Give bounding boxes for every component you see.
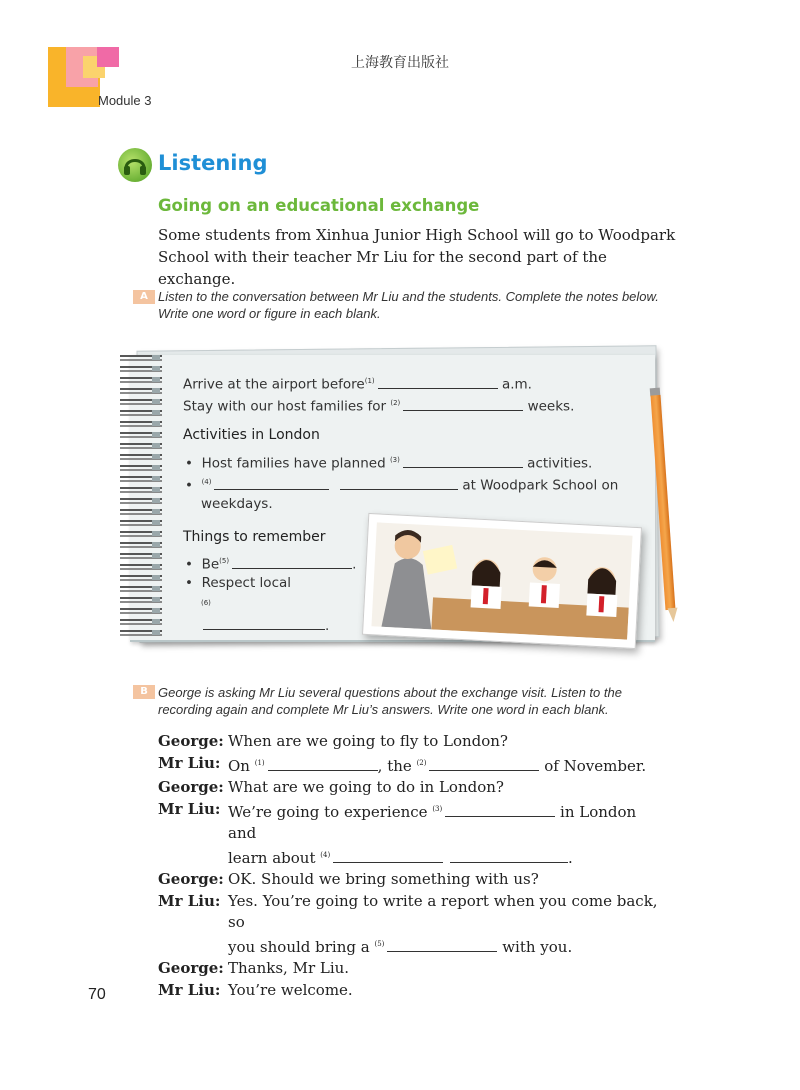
dialogue-row: George: OK. Should we bring something with us?	[158, 869, 668, 891]
dialogue-row: George: What are we going to do in London?	[158, 777, 668, 799]
speaker-mr-liu: Mr Liu:	[158, 980, 221, 999]
dialogue-blank-5[interactable]	[387, 939, 497, 952]
blank-4a[interactable]	[214, 477, 329, 490]
dialogue-blank-2[interactable]	[429, 758, 539, 771]
dialogue-row: Mr Liu: On $^{(1)}$ , the $^{(2)}$ of November.	[158, 753, 668, 778]
activities-heading: Activities in London	[183, 427, 320, 443]
speaker-mr-liu: Mr Liu:	[158, 799, 221, 818]
part-b-label: B	[133, 685, 155, 699]
section-subtitle: Going on an educational exchange	[158, 196, 480, 215]
speaker-george: George:	[158, 778, 224, 796]
remember-item-1: • Be$^{(5)}$ .	[185, 556, 357, 573]
dialogue-blank-4a[interactable]	[333, 850, 443, 863]
pencil-tip	[668, 608, 679, 623]
module-label: Module 3	[98, 93, 152, 108]
blank-4b[interactable]	[340, 477, 458, 490]
blank-1[interactable]	[378, 376, 498, 389]
dialogue-blank-3[interactable]	[445, 804, 555, 817]
blank-6[interactable]	[203, 617, 325, 630]
headphones-icon	[118, 148, 152, 182]
dialogue-blank-4b[interactable]	[450, 850, 568, 863]
dialogue-row: George: Thanks, Mr Liu.	[158, 958, 668, 980]
part-a-instruction: Listen to the conversation between Mr Liu and the students. Complete the notes below. Write one word or figure in each blank.	[158, 289, 659, 321]
dialogue-row: George: When are we going to fly to London?	[158, 731, 668, 753]
remember-item-2-cont: $^{(6)}$ .	[201, 599, 330, 634]
dialogue-row: Mr Liu: Yes. You’re going to write a report when you come back, so you should bring a $^{(5)}$ with you.	[158, 891, 668, 959]
activity-item-2: • $^{(4)}$ at Woodpark School on	[185, 477, 619, 494]
notebook-holes	[152, 355, 160, 640]
dialogue-blank-1[interactable]	[268, 758, 378, 771]
blank-5[interactable]	[232, 556, 352, 569]
blank-2[interactable]	[403, 398, 523, 411]
dialogue	[158, 731, 668, 1001]
publisher-name: 上海教育出版社	[351, 55, 449, 71]
remember-item-2: • Respect local	[185, 575, 292, 591]
activity-item-2-cont: weekdays.	[201, 496, 273, 512]
activity-item-1: • Host families have planned $^{(3)}$ activities.	[185, 455, 593, 472]
classroom-illustration	[362, 513, 642, 649]
dialogue-row: Mr Liu: We’re going to experience $^{(3)}$ in London and learn about $^{(4)}$ .	[158, 799, 668, 870]
speaker-george: George:	[158, 732, 224, 750]
speaker-george: George:	[158, 870, 224, 888]
page-number: 70	[88, 986, 106, 1003]
intro-text: Some students from Xinhua Junior High School will go to Woodpark School with their teacher Mr Liu for the second part of the exchange.	[158, 226, 676, 288]
part-b-instruction: George is asking Mr Liu several questions about the exchange visit. Listen to the recording again and complete Mr Liu’s answers. Write one word in each blank.	[158, 685, 622, 717]
section-title: Listening	[158, 151, 268, 175]
speaker-george: George:	[158, 959, 224, 977]
remember-heading: Things to remember	[183, 529, 326, 545]
blank-3[interactable]	[403, 455, 523, 468]
dialogue-row: Mr Liu: You’re welcome.	[158, 980, 668, 1002]
speaker-mr-liu: Mr Liu:	[158, 891, 221, 910]
speaker-mr-liu: Mr Liu:	[158, 753, 221, 772]
part-a-label: A	[133, 290, 155, 304]
note-line-2: Stay with our host families for $^{(2)}$ weeks.	[183, 398, 575, 415]
note-line-1: Arrive at the airport before$^{(1)}$ a.m.	[183, 376, 532, 393]
